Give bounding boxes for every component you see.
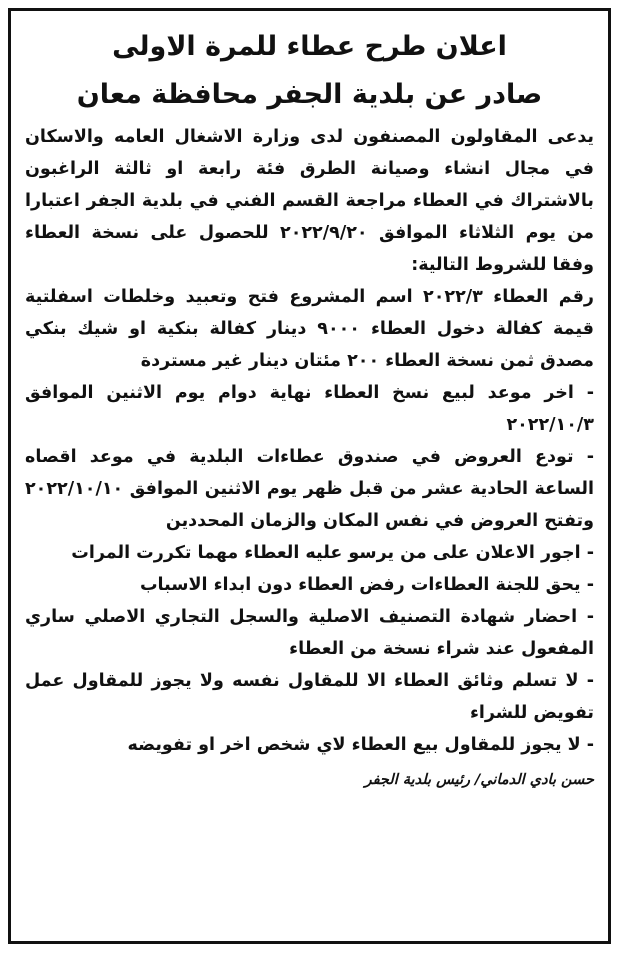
condition-item: - اخر موعد لبيع نسخ العطاء نهاية دوام يوم الاثنين الموافق ٢٠٢٢/١٠/٣ [25, 383, 594, 435]
notice-issuer: صادر عن بلدية الجفر محافظة معان [76, 79, 543, 110]
condition-item: - احضار شهادة التصنيف الاصلية والسجل التجاري الاصلي ساري المفعول عند شراء نسخة من العطاء [25, 607, 594, 659]
condition-item: - لا تسلم وثائق العطاء الا للمقاول نفسه ولا يجوز للمقاول عمل تفويض للشراء [25, 671, 594, 723]
notice-title: اعلان طرح عطاء للمرة الاولى [112, 31, 507, 62]
notice-intro: يدعى المقاولون المصنفون لدى وزارة الاشغال العامه والاسكان في مجال انشاء وصيانة الطرق فئة رابعة او ثالثة الراغبون بالاشتراك في العطاء مراجعة القسم الفني في بلدية الجفر اعتبارا من يوم الثلاثاء الموافق ٢٠٢٢/٩/٢٠ للحصول على نسخة العطاء وفقا للشروط التالية: [25, 127, 594, 275]
conditions-list [25, 377, 594, 761]
condition-item: - لا يجوز للمقاول بيع العطاء لاي شخص اخر او تفويضه [127, 735, 594, 755]
condition-item: - تودع العروض في صندوق عطاءات البلدية في موعد اقصاه الساعة الحادية عشر من قبل ظهر يوم الاثنين الموافق ٢٠٢٢/١٠/١٠ وتفتح العروض في نفس المكان والزمان المحددين [25, 447, 594, 531]
signature: حسن بادي الدماني/ رئيس بلدية الجفر [364, 772, 594, 788]
tender-notice [8, 8, 611, 944]
condition-item: - يحق للجنة العطاءات رفض العطاء دون ابداء الاسباب [139, 575, 594, 595]
tender-details: رقم العطاء ٢٠٢٢/٣ اسم المشروع فتح وتعبيد وخلطات اسفلتية قيمة كفالة دخول العطاء ٩٠٠٠ دينار كفالة بنكية او شيك بنكي مصدق ثمن نسخة العطاء ٢٠٠ مئتان دينار غير مستردة [25, 287, 594, 371]
condition-item: - اجور الاعلان على من يرسو عليه العطاء مهما تكررت المرات [71, 543, 594, 563]
